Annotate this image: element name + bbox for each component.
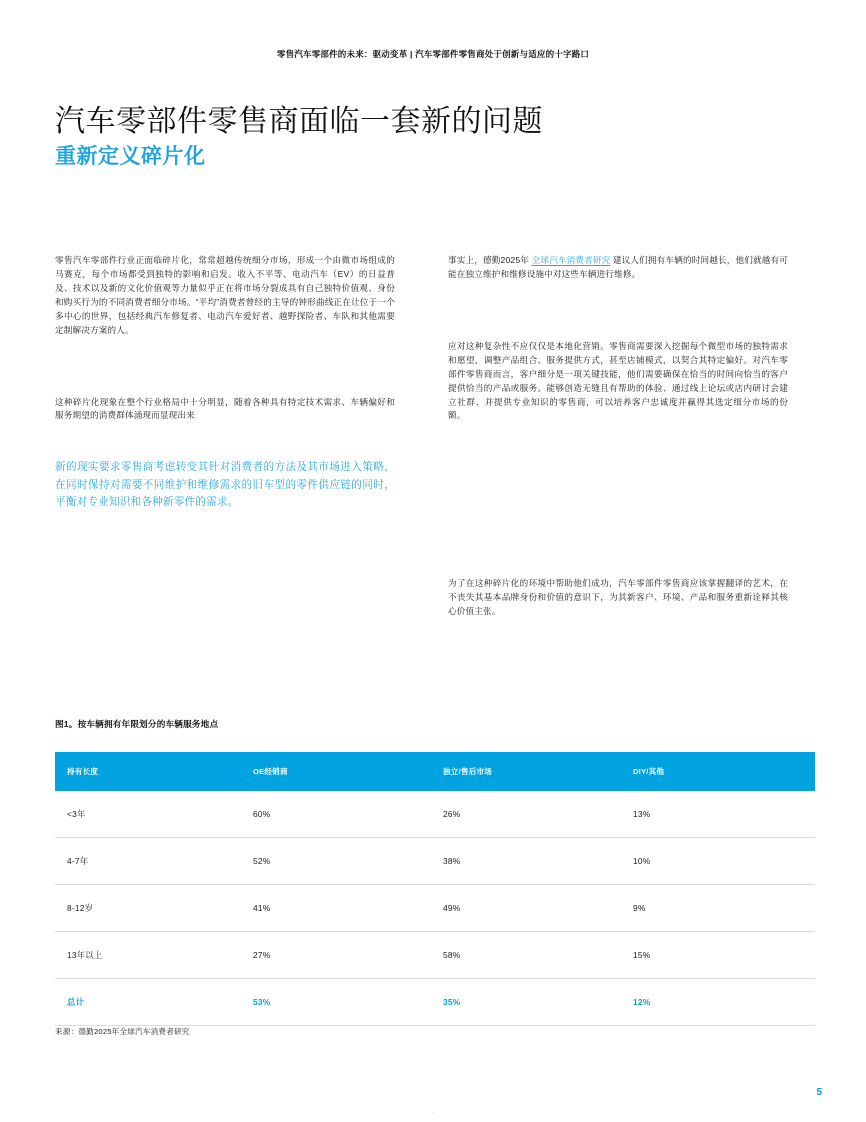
cell-value: 13%	[621, 791, 815, 838]
figure-caption: 图1。按车辆拥有年限划分的车辆服务地点	[55, 719, 219, 729]
right-paragraph-3: 为了在这种碎片化的环境中帮助他们成功，汽车零部件零售商应该掌握翻译的艺术，在不丧失其基本品牌身份和价值的意识下，为其新客户、环境、产品和服务重新诠释其核心价值主张。	[448, 578, 788, 617]
page-subtitle: 重新定义碎片化	[55, 144, 206, 168]
cell-value: 58%	[431, 932, 621, 979]
right-paragraph-1-suffix: 建议人们拥有车辆的时间越长，他们就越有可能在独立维护和维修设施中对这些车辆进行维修。	[448, 255, 788, 279]
title-block	[55, 104, 815, 170]
cell-value-total: 53%	[241, 979, 431, 1026]
right-paragraph-2: 应对这种复杂性不应仅仅是本地化营销。零售商需要深入挖掘每个微型市场的独特需求和愿望，调整产品组合、服务提供方式，甚至店铺模式，以契合其特定偏好。对汽车零部件零售商而言，客户细分是一项关键技能，他们需要确保在恰当的时间向恰当的客户提供恰当的产品或服务。能够创造无缝且有帮助的体验、通过线上论坛或店内研讨会建立社群、并提供专业知识的零售商，可以培养客户忠诚度并赢得其选定细分市场的份额。	[448, 340, 788, 421]
table-row	[55, 791, 815, 838]
table-body	[55, 791, 815, 1026]
cell-value: 27%	[241, 932, 431, 979]
running-header: 零售汽车零部件的未来：驱动变革 | 汽车零部件零售商处于创新与适应的十字路口	[276, 49, 590, 59]
cell-value: 26%	[431, 791, 621, 838]
footer-mark: ·	[432, 1110, 434, 1116]
right-paragraph-1	[448, 254, 788, 282]
column-spacer	[448, 296, 788, 340]
vehicle-service-location-table	[55, 752, 815, 1026]
row-label: 8-12岁	[55, 885, 241, 932]
right-paragraph-1-prefix: 事实上，德勤2025年	[448, 255, 532, 265]
cell-value: 49%	[431, 885, 621, 932]
table-header	[55, 752, 815, 791]
table-row	[55, 838, 815, 885]
left-column	[55, 254, 395, 526]
row-label: <3年	[55, 791, 241, 838]
column-header-diy-other: DIY/其他	[621, 752, 815, 791]
cell-value: 52%	[241, 838, 431, 885]
column-header-oe-dealer: OE经销商	[241, 752, 431, 791]
row-label-total: 总计	[55, 979, 241, 1026]
column-header-independent: 独立/售后市场	[431, 752, 621, 791]
table-header-row	[55, 752, 815, 791]
cell-value-total: 12%	[621, 979, 815, 1026]
figure-block	[55, 718, 815, 1026]
table-row	[55, 932, 815, 979]
column-spacer	[55, 352, 395, 396]
page-title: 汽车零部件零售商面临一套新的问题	[55, 105, 543, 138]
page-number: 5	[816, 1087, 822, 1098]
left-paragraph-2: 这种碎片化现象在整个行业格局中十分明显，随着各种具有特定技术需求、车辆偏好和服务期望的消费群体涌现而显现出来	[55, 396, 395, 421]
cell-value: 38%	[431, 838, 621, 885]
cell-value: 60%	[241, 791, 431, 838]
column-spacer	[55, 437, 395, 459]
figure-source: 来源：德勤2025年全球汽车消费者研究	[55, 1027, 190, 1036]
global-automotive-consumer-study-link[interactable]: 全球汽车消费者研究	[531, 255, 611, 265]
body-columns	[55, 254, 815, 674]
cell-value: 10%	[621, 838, 815, 885]
right-column	[448, 254, 788, 633]
column-header-holding-length: 持有长度	[55, 752, 241, 791]
table-row-total	[55, 979, 815, 1026]
table-row	[55, 885, 815, 932]
left-paragraph-1: 零售汽车零部件行业正面临碎片化，常常超越传统细分市场，形成一个由微市场组成的马赛克，每个市场都受到独特的影响和启发。收入不平等、电动汽车（EV）的日益普及、技术以及新的文化价值观等力量似乎正在将市场分裂成具有自己独特价值观、身份和购买行为的不同消费者细分市场。“平均”消费者曾经的主导的钟形曲线正在让位于一个多中心的世界，包括经典汽车修复者、电动汽车爱好者、越野探险者、车队和其他需要定制解决方案的人。	[55, 255, 395, 335]
row-label: 4-7年	[55, 838, 241, 885]
cell-value: 9%	[621, 885, 815, 932]
row-label: 13年以上	[55, 932, 241, 979]
cell-value-total: 35%	[431, 979, 621, 1026]
column-spacer	[448, 437, 788, 577]
cell-value: 15%	[621, 932, 815, 979]
left-highlight-paragraph: 新的现实要求零售商考虑转变其针对消费者的方法及其市场进入策略，在同时保持对需要不同维护和维修需求的旧车型的零件供应链的同时，平衡对专业知识和各种新零件的需求。	[55, 461, 395, 509]
cell-value: 41%	[241, 885, 431, 932]
